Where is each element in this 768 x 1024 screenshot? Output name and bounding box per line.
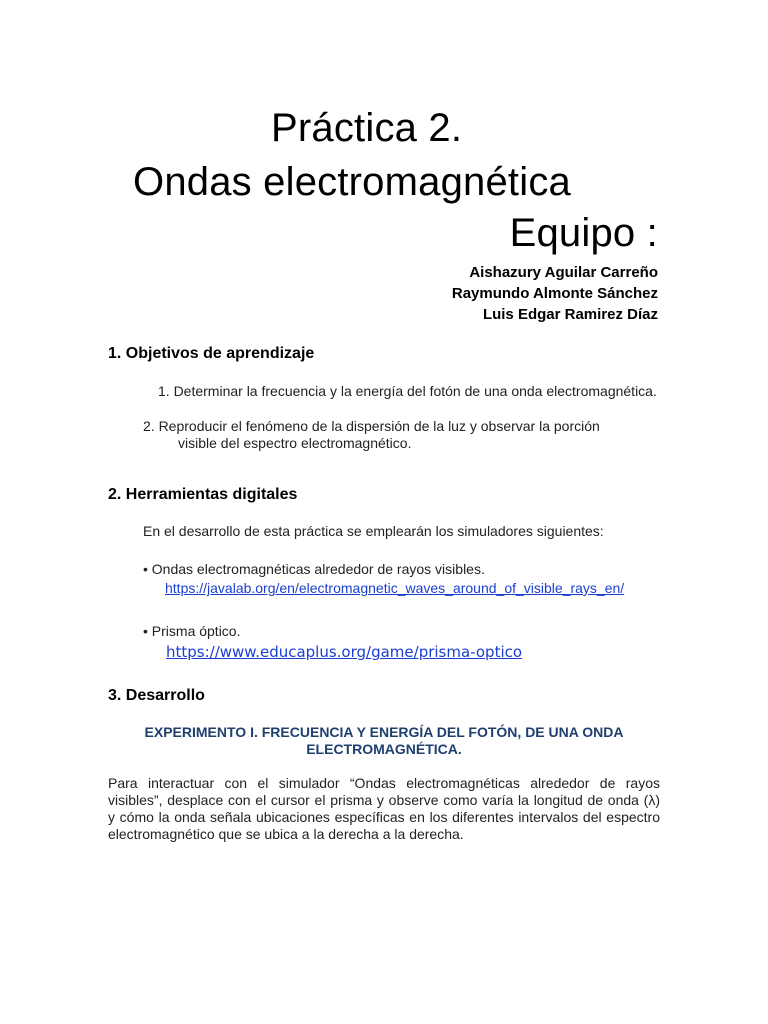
experiment-title-continuation: ELECTROMAGNÉTICA. — [306, 741, 462, 757]
instructions-paragraph — [108, 775, 660, 843]
tool-link-educaplus[interactable]: https://www.educaplus.org/game/prisma-optico — [166, 643, 523, 661]
title-line-practica: Práctica 2. — [271, 106, 463, 150]
paragraph-line: electromagnético que se ubica a la derecha a la derecha. — [108, 826, 464, 842]
section-heading-desarrollo: 3. Desarrollo — [108, 687, 205, 704]
author-name: Aishazury Aguilar Carreño — [469, 264, 658, 281]
title-line-topic: Ondas electromagnética — [133, 160, 571, 204]
tool-link-javalab[interactable]: https://javalab.org/en/electromagnetic_waves_around_of_visible_rays_en/ — [165, 580, 625, 596]
paragraph-line: visibles”, desplace con el cursor el prisma y observe como varía la longitud de onda (λ) — [108, 792, 660, 808]
tool-item-prisma: • Prisma óptico. — [143, 623, 241, 639]
tool-item-ondas: • Ondas electromagnéticas alrededor de rayos visibles. — [143, 561, 485, 577]
section-heading-objetivos: 1. Objetivos de aprendizaje — [108, 345, 315, 362]
author-name: Luis Edgar Ramirez Díaz — [482, 306, 658, 323]
paragraph-line: y cómo la onda señala ubicaciones específicas en los diferentes intervalos del espectro — [108, 809, 660, 825]
objective-item: 1. Determinar la frecuencia y la energía del fotón de una onda electromagnética. — [158, 383, 657, 399]
title-line-equipo: Equipo : — [509, 211, 658, 255]
experiment-title: EXPERIMENTO I. FRECUENCIA Y ENERGÍA DEL FOTÓN, DE UNA ONDA — [144, 724, 624, 740]
section-heading-herramientas: 2. Herramientas digitales — [108, 486, 298, 503]
author-name: Raymundo Almonte Sánchez — [451, 285, 658, 302]
tools-intro-text: En el desarrollo de esta práctica se emplearán los simuladores siguientes: — [143, 523, 604, 539]
objective-item: 2. Reproducir el fenómeno de la dispersión de la luz y observar la porción — [143, 418, 600, 434]
objective-item-continuation: visible del espectro electromagnético. — [178, 435, 412, 451]
paragraph-line: Para interactuar con el simulador “Ondas electromagnéticas alrededor de rayos — [108, 775, 660, 791]
